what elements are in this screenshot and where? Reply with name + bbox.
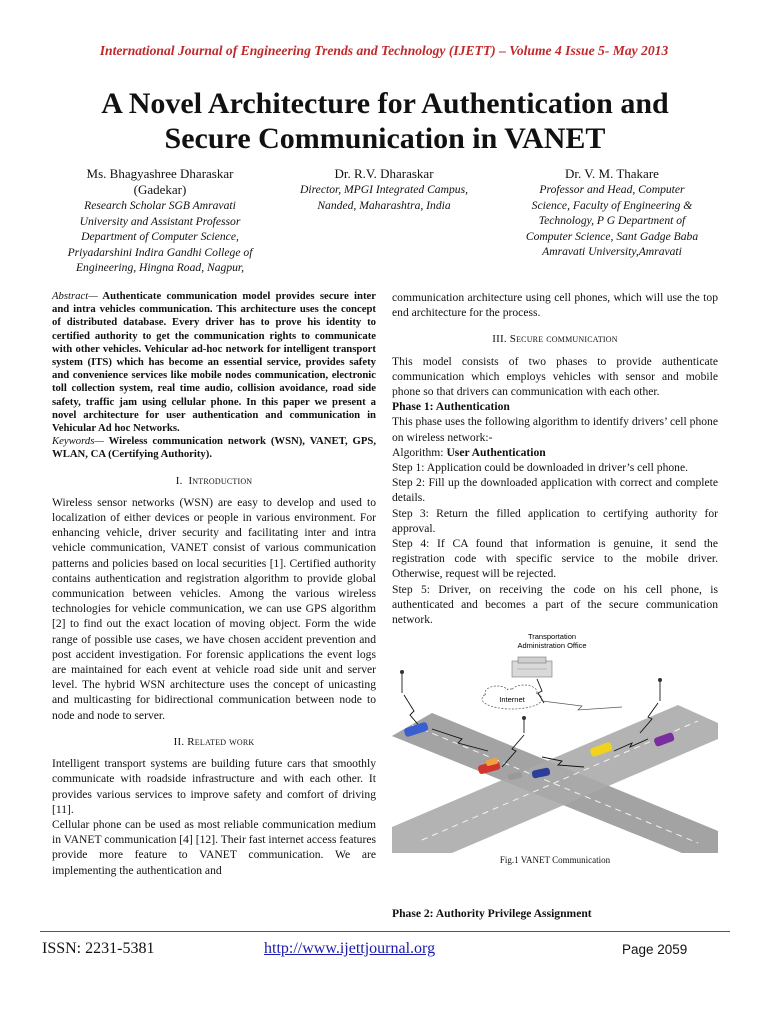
right-column [392,290,718,922]
step-1: Step 1: Application could be downloaded in driver’s cell phone. [392,461,689,475]
section-heading-related-work [52,735,376,750]
author-3-affil-3: Technology, P G Department of [538,214,686,227]
author-1-affil-3: Department of Computer Science, [81,230,239,243]
keywords-dash: — [94,435,104,448]
author-2-name: Dr. R.V. Dharaskar [334,166,434,181]
left-column [52,290,376,878]
keywords-text: Wireless communication network (WSN), VANET, GPS, WLAN, CA (Certifying Authority). [52,435,376,461]
author-2-affil-2: Nanded, Maharashtra, India [317,198,451,212]
wireless-link-3 [542,701,622,710]
author-1-affil-4: Priyadarshini Indira Gandhi College of [67,245,253,259]
author-3-affil-2: Science, Faculty of Engineering & [531,198,693,212]
abstract-text: Authenticate communication model provides secure inter and intra vehicles communication. This architecture uses the concept of distributed database. Every driver has to prove his identity to certified authority to get the communication rights to communicate with other vehicles. Vehicular ad-hoc network for intelligent transport system (ITS) which has become an essential service, provides safety and convenience services like mobile nodes communication, electronic toll collection system, real time audio, collision avoidance, road side safety, traffic jam using cellular phone. In this paper we present a novel architecture for user authentication and communication in Vehicular Ad hoc Networks. [52,290,376,435]
internet-label: Internet [499,695,525,705]
title-line-2: Secure Communication in VANET [164,122,606,155]
phase-1-text: This phase uses the following algorithm to identify drivers’ cell phone on wireless network:- [392,415,718,444]
intro-title: Introduction [188,474,253,487]
tower-icon-left [400,670,404,693]
secure-title: Secure communication [509,333,618,346]
abstract [52,290,376,435]
author-3-affil-5: Amravati University,Amravati [542,245,682,258]
step-3: Step 3: Return the filled application to certifying authority for approval. [392,506,718,535]
phase-2-heading: Phase 2: Authority Privilege Assignment [392,907,592,921]
related-title: Related work [187,735,255,748]
title-line-1: A Novel Architecture for Authentication and [101,87,669,120]
office-building-icon [512,657,552,677]
author-1-affil-1: Research Scholar SGB Amravati [84,199,236,212]
intro-num: I. [175,474,183,487]
keywords-label: Keywords [52,435,95,448]
section-heading-introduction [52,474,376,489]
algorithm-label: Algorithm: [392,445,447,459]
journal-header: International Journal of Engineering Trends and Technology (IJETT) – Volume 4 Issue 5- May 2013 [99,43,669,58]
author-1-affil-2: University and Assistant Professor [79,214,241,228]
author-3-affil-4: Computer Science, Sant Gadge Baba [525,229,699,243]
vanet-diagram [392,631,718,853]
related-paragraph-1: Intelligent transport systems are building future cars that smoothly communicate with roadside infrastructure and with each other. It provides various services to improve safety and comfort of driving [11]. [52,757,376,816]
secure-paragraph: This model consists of two phases to provide authenticate communication which employs vehicles with sensor and mobile phone so that drivers can communication with each other. [392,354,718,399]
intro-paragraph: Wireless sensor networks (WSN) are easy to develop and used to localization of either devices or people in various environment. For enhancing vehicle, driver security and facilitating inter and intra vehicle communication, VANET consist of various communication patterns and policies based on local securities [1]. Certified authority contains authentication and registration algorithm to provide global communication between vehicles. Among the various wireless technologies for vehicle communication, we can use GPS algorithm [2] to find out the exact location of moving object. Form the wide range of possible use cases, we have chosen accident prevention and post accident investigation. For forensic applications the event logs are maintained for each event at vehicle road side unit and server level. The hybrid WSN architecture uses the concept of unicasting and multicasting for bidirectional communication between node to node and node to server. [52,495,376,722]
vanet-figure [392,631,718,853]
abstract-label: Abstract [52,290,89,302]
author-1-name-line2: (Gadekar) [133,182,187,197]
author-1 [44,166,276,276]
right-continuation: communication architecture using cell phones, which will use the top end architecture for the process. [392,291,718,320]
section-heading-secure-communication [392,332,718,347]
author-1-name: Ms. Bhagyashree Dharaskar [86,166,234,181]
paper-title [40,86,730,156]
related-num: II. [173,735,185,748]
author-2 [270,166,498,213]
tower-icon-center [522,716,526,733]
office-label-2: Administration Office [517,641,587,651]
step-4: Step 4: If CA found that information is genuine, it send the registration code with specific service to the mobile driver. Otherwise, request will be rejected. [392,537,718,581]
tower-icon-right [658,678,662,701]
author-1-affil-5: Engineering, Hingna Road, Nagpur, [75,261,245,274]
related-paragraph-2: Cellular phone can be used as most reliable communication medium in VANET communication [4] [12]. Their fast internet access features provide more feature to VANET communication. We are implementing the authentication and [52,817,376,877]
step-2: Step 2: Fill up the downloaded application with correct and complete details. [392,476,718,505]
step-5: Step 5: Driver, on receiving the code on his cell phone, is authenticated and becomes a part of the secure communication network. [392,582,718,627]
abstract-dash: — [88,290,98,302]
algorithm-name: User Authentication [446,445,546,459]
author-3-name: Dr. V. M. Thakare [565,166,659,181]
secure-num: III. [492,333,507,346]
footer-divider [40,931,730,932]
author-3 [494,166,730,260]
footer-page-number: Page 2059 [622,942,688,957]
author-2-affil-1: Director, MPGI Integrated Campus, [300,183,468,196]
author-3-affil-1: Professor and Head, Computer [539,183,685,196]
footer-issn: ISSN: 2231-5381 [42,940,155,957]
office-label-1: Transportation [527,632,577,642]
footer-journal-link[interactable]: http://www.ijettjournal.org [264,940,436,957]
algorithm-line [392,445,718,460]
figure-caption: Fig.1 VANET Communication [499,855,611,866]
phase-1-heading: Phase 1: Authentication [392,400,510,414]
keywords [52,435,376,461]
